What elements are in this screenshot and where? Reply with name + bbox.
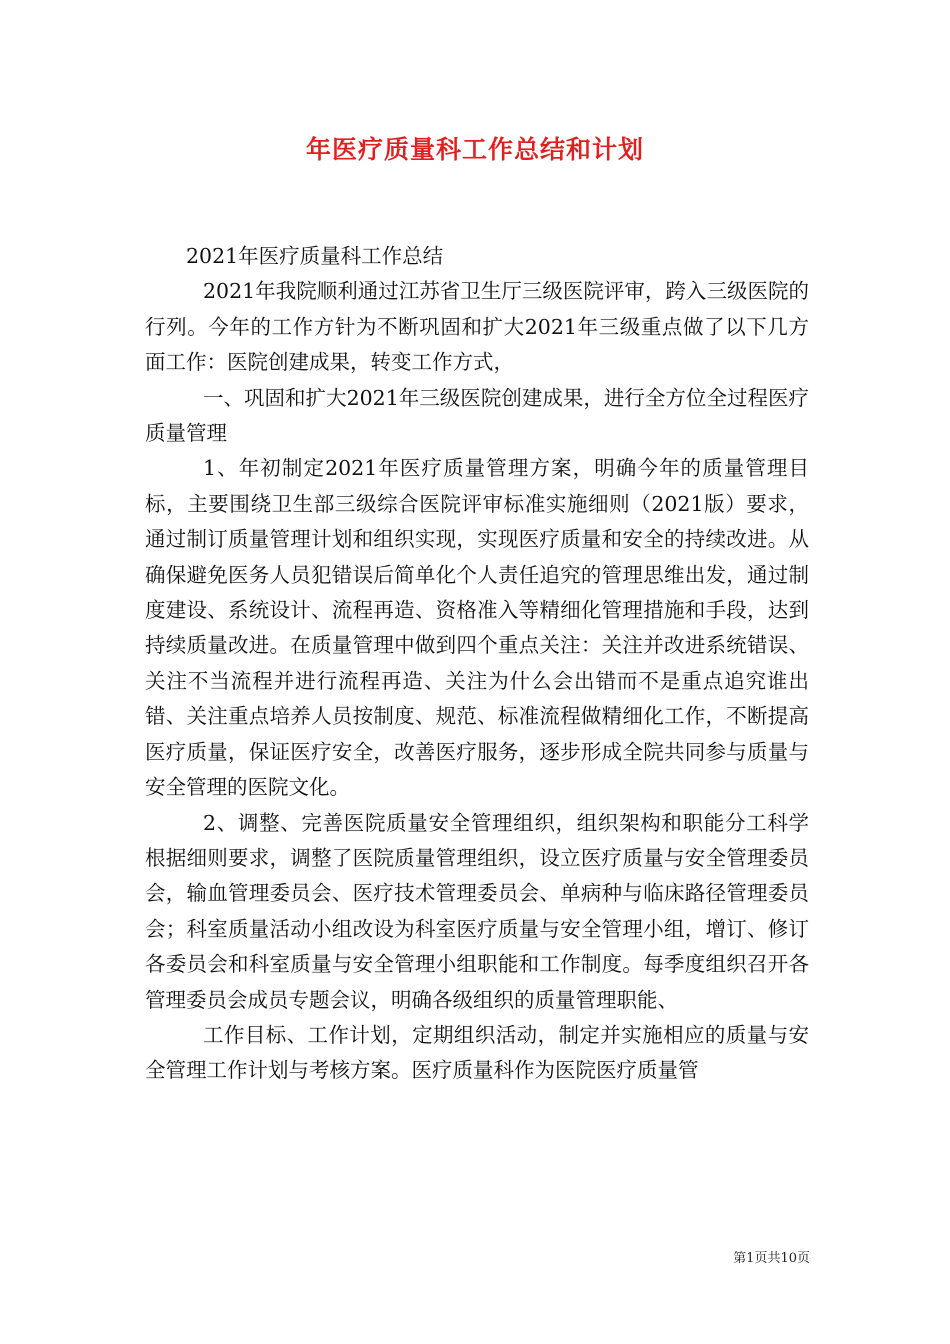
paragraph-continuation: 工作目标、工作计划，定期组织活动，制定并实施相应的质量与安全管理工作计划与考核方案。医疗质量科作为医院医疗质量管 bbox=[145, 1022, 809, 1083]
paragraph-intro: 2021年我院顺利通过江苏省卫生厅三级医院评审，跨入三级医院的行列。今年的工作方针为不断巩固和扩大2021年三级重点做了以下几方面工作：医院创建成果，转变工作方式， bbox=[145, 279, 809, 375]
document-title: 年医疗质量科工作总结和计划 bbox=[305, 135, 644, 164]
document-body bbox=[145, 239, 809, 1089]
paragraph-item-two: 2、调整、完善医院质量安全管理组织，组织架构和职能分工科学根据细则要求，调整了医院质量管理组织，设立医疗质量与安全管理委员会，输血管理委员会、医疗技术管理委员会、单病种与临床路径管理委员会；科室质量活动小组改设为科室医疗质量与安全管理小组，增订、修订各委员会和科室质量与安全管理小组职能和工作制度。每季度组织召开各管理委员会成员专题会议，明确各级组织的质量管理职能、 bbox=[145, 810, 809, 1012]
page-number-footer: 第1页共10页 bbox=[733, 1251, 810, 1266]
paragraph-item-one: 1、年初制定2021年医疗质量管理方案，明确今年的质量管理目标，主要围绕卫生部三级综合医院评审标准实施细则（2021版）要求，通过制订质量管理计划和组织实现，实现医疗质量和安全的持续改进。从确保避免医务人员犯错误后简单化个人责任追究的管理思维出发，通过制度建设、系统设计、流程再造、资格准入等精细化管理措施和手段，达到持续质量改进。在质量管理中做到四个重点关注：关注并改进系统错误、关注不当流程并进行流程再造、关注为什么会出错而不是重点追究谁出错、关注重点培养人员按制度、规范、标准流程做精细化工作，不断提高医疗质量，保证医疗安全，改善医疗服务，逐步形成全院共同参与质量与安全管理的医院文化。 bbox=[145, 456, 809, 800]
section-subheading: 2021年医疗质量科工作总结 bbox=[186, 244, 444, 268]
paragraph-section-one: 一、巩固和扩大2021年三级医院创建成果，进行全方位全过程医疗质量管理 bbox=[145, 385, 809, 446]
